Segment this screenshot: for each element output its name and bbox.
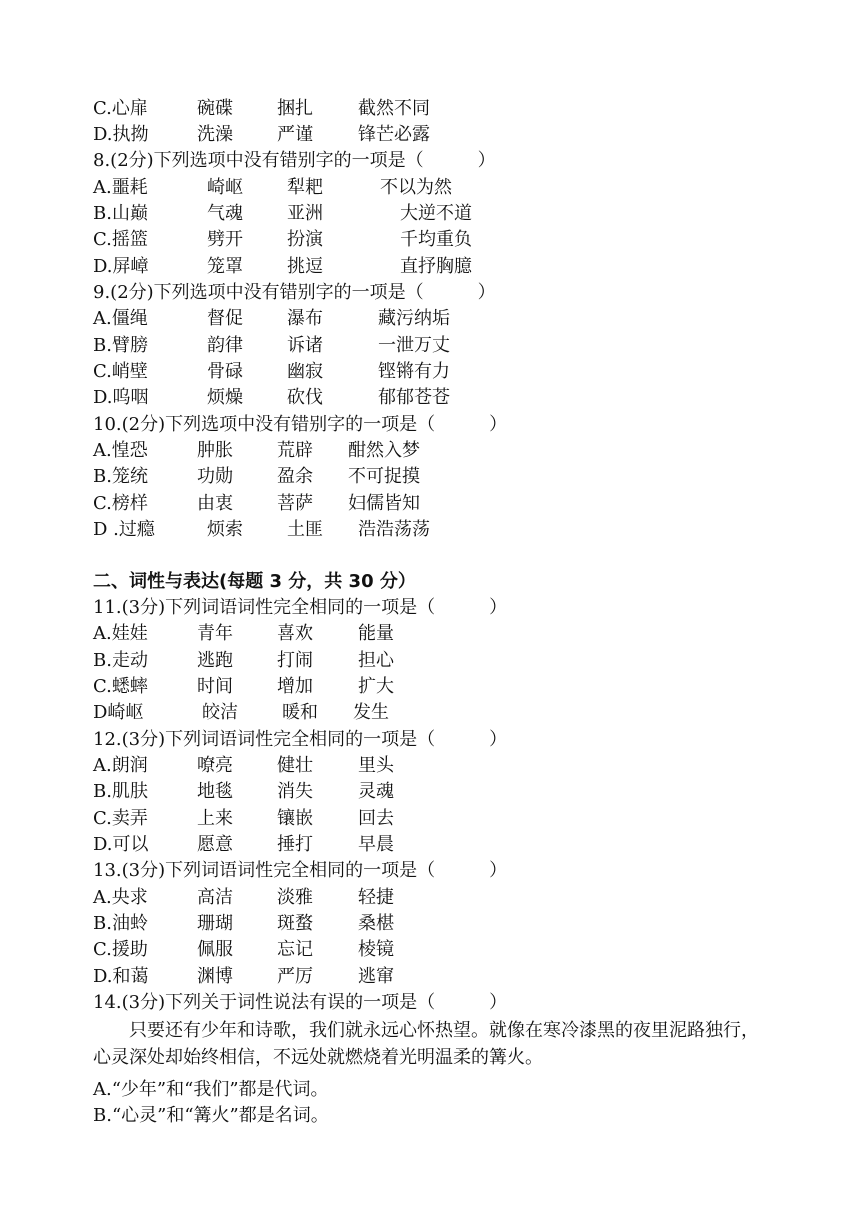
option-label-word: B.臂膀 (93, 335, 148, 356)
option-word: 能量 (358, 623, 394, 644)
option-word: 皎洁 (202, 702, 238, 723)
reading-passage: 只要还有少年和诗歌，我们就永远心怀热望。就像在寒冷漆黑的夜里泥路独行，心灵深处却始终相信，不远处就燃烧着光明温柔的篝火。 (93, 1020, 759, 1068)
option-row (0, 465, 868, 489)
option-label-word: B.笼统 (93, 466, 148, 487)
option-word: 藏污纳垢 (378, 308, 450, 329)
option-word: 截然不同 (358, 98, 430, 119)
option-label-word: D.和蔼 (93, 966, 149, 987)
option-word: 犁耙 (287, 177, 323, 198)
option-label-word: C.榜样 (93, 493, 148, 514)
option-word: 地毯 (197, 781, 233, 802)
option-word: 健壮 (277, 755, 313, 776)
question-text: 12.(3分)下列词语词性完全相同的一项是（ ） (93, 729, 508, 750)
option-word: 酣然入梦 (348, 440, 420, 461)
option-word: 荒辟 (277, 440, 313, 461)
option-word: 淡雅 (277, 887, 313, 908)
option-word: 轻捷 (358, 887, 394, 908)
option-row (0, 492, 868, 516)
option-row (0, 518, 868, 542)
option-word: 嘹亮 (197, 755, 233, 776)
option-row (0, 97, 868, 121)
question-text: B.“心灵”和“篝火”都是名词。 (93, 1105, 329, 1126)
option-word: 渊博 (197, 966, 233, 987)
question-text: 11.(3分)下列词语词性完全相同的一项是（ ） (93, 597, 508, 618)
option-word: 烦燥 (207, 387, 243, 408)
option-word: 瀑布 (287, 308, 323, 329)
option-label-word: C.卖弄 (93, 808, 148, 829)
option-label-word: A.僵绳 (93, 308, 148, 329)
option-word: 千均重负 (400, 229, 472, 250)
option-word: 亚洲 (287, 203, 323, 224)
option-word: 直抒胸臆 (400, 256, 472, 277)
option-word: 不以为然 (380, 177, 452, 198)
option-word: 忘记 (277, 939, 313, 960)
option-word: 时间 (197, 676, 233, 697)
option-word: 诉诸 (287, 335, 323, 356)
option-word: 担心 (358, 650, 394, 671)
option-label-word: D .过瘾 (93, 519, 155, 540)
option-word: 严厉 (277, 966, 313, 987)
option-word: 韵律 (207, 335, 243, 356)
option-row (0, 360, 868, 384)
option-word: 捶打 (277, 834, 313, 855)
option-word: 早晨 (358, 834, 394, 855)
option-label-word: D.呜咽 (93, 387, 149, 408)
option-label-word: A.央求 (93, 887, 148, 908)
option-word: 增加 (277, 676, 313, 697)
option-row (0, 255, 868, 279)
option-word: 扩大 (358, 676, 394, 697)
question-text: 9.(2分)下列选项中没有错别字的一项是（ ） (93, 282, 496, 303)
option-word: 由衷 (197, 493, 233, 514)
option-word: 棱镜 (358, 939, 394, 960)
option-word: 浩浩荡荡 (358, 519, 430, 540)
option-word: 督促 (207, 308, 243, 329)
option-label-word: C.摇篮 (93, 229, 148, 250)
option-word: 消失 (277, 781, 313, 802)
option-word: 逃窜 (358, 966, 394, 987)
option-word: 桑椹 (358, 913, 394, 934)
option-word: 逃跑 (197, 650, 233, 671)
option-label-word: D崎岖 (93, 702, 144, 723)
question-text: 14.(3分)下列关于词性说法有误的一项是（ ） (93, 992, 508, 1013)
option-word: 碗碟 (197, 98, 233, 119)
option-word: 回去 (358, 808, 394, 829)
option-word: 佩服 (197, 939, 233, 960)
option-word: 劈开 (207, 229, 243, 250)
option-label-word: C.援助 (93, 939, 148, 960)
option-word: 喜欢 (277, 623, 313, 644)
option-row (0, 622, 868, 646)
option-word: 土匪 (287, 519, 323, 540)
option-row (0, 307, 868, 331)
option-word: 灵魂 (358, 781, 394, 802)
option-word: 青年 (197, 623, 233, 644)
option-word: 铿锵有力 (378, 361, 450, 382)
option-word: 砍伐 (287, 387, 323, 408)
option-row (0, 754, 868, 778)
option-label-word: C.心扉 (93, 98, 148, 119)
option-label-word: A.噩耗 (93, 177, 148, 198)
option-word: 妇儒皆知 (348, 493, 420, 514)
option-word: 里头 (358, 755, 394, 776)
option-word: 骨碌 (207, 361, 243, 382)
option-row (0, 886, 868, 910)
option-word: 不可捉摸 (348, 466, 420, 487)
option-row (0, 965, 868, 989)
question-text: 13.(3分)下列词语词性完全相同的一项是（ ） (93, 860, 508, 881)
question-text: 10.(2分)下列选项中没有错别字的一项是（ ） (93, 414, 508, 435)
option-word: 崎岖 (207, 177, 243, 198)
option-label-word: D.可以 (93, 834, 149, 855)
option-word: 笼罩 (207, 256, 243, 277)
option-label-word: D.屏嶂 (93, 256, 149, 277)
option-row (0, 176, 868, 200)
option-label-word: B.山巅 (93, 203, 148, 224)
option-row (0, 228, 868, 252)
option-label-word: A.朗润 (93, 755, 148, 776)
option-word: 洗澡 (197, 124, 233, 145)
option-word: 斑蝥 (277, 913, 313, 934)
option-word: 功勋 (197, 466, 233, 487)
option-label-word: A.惶恐 (93, 440, 148, 461)
option-row (0, 123, 868, 147)
option-row (0, 938, 868, 962)
option-row (0, 701, 868, 725)
option-label-word: A.娃娃 (93, 623, 148, 644)
option-word: 烦索 (207, 519, 243, 540)
option-row (0, 833, 868, 857)
option-label-word: B.肌肤 (93, 781, 148, 802)
option-label-word: B.走动 (93, 650, 148, 671)
option-word: 郁郁苍苍 (378, 387, 450, 408)
option-row (0, 649, 868, 673)
option-row (0, 439, 868, 463)
option-word: 高洁 (197, 887, 233, 908)
option-word: 肿胀 (197, 440, 233, 461)
option-row (0, 202, 868, 226)
option-word: 气魂 (207, 203, 243, 224)
option-word: 锋芒必露 (358, 124, 430, 145)
option-word: 珊瑚 (197, 913, 233, 934)
option-row (0, 912, 868, 936)
option-label-word: C.峭壁 (93, 361, 148, 382)
option-word: 愿意 (197, 834, 233, 855)
option-word: 菩萨 (277, 493, 313, 514)
question-text: 8.(2分)下列选项中没有错别字的一项是（ ） (93, 150, 496, 171)
option-row (0, 386, 868, 410)
option-word: 盈余 (277, 466, 313, 487)
option-word: 打闹 (277, 650, 313, 671)
question-text: A.“少年”和“我们”都是代词。 (93, 1079, 329, 1100)
option-label-word: C.蟋蟀 (93, 676, 148, 697)
option-word: 镶嵌 (277, 808, 313, 829)
option-label-word: B.油蛉 (93, 913, 148, 934)
option-label-word: D.执拗 (93, 124, 149, 145)
option-word: 上来 (197, 808, 233, 829)
option-word: 暖和 (282, 702, 318, 723)
option-word: 挑逗 (287, 256, 323, 277)
option-word: 扮演 (287, 229, 323, 250)
option-word: 大逆不道 (400, 203, 472, 224)
option-word: 发生 (353, 702, 389, 723)
option-row (0, 780, 868, 804)
option-row (0, 334, 868, 358)
option-word: 幽寂 (287, 361, 323, 382)
option-row (0, 807, 868, 831)
option-word: 一泄万丈 (378, 335, 450, 356)
section-heading: 二、词性与表达(每题 3 分，共 30 分） (93, 571, 416, 592)
option-word: 严谨 (277, 124, 313, 145)
option-word: 捆扎 (277, 98, 313, 119)
option-row (0, 675, 868, 699)
